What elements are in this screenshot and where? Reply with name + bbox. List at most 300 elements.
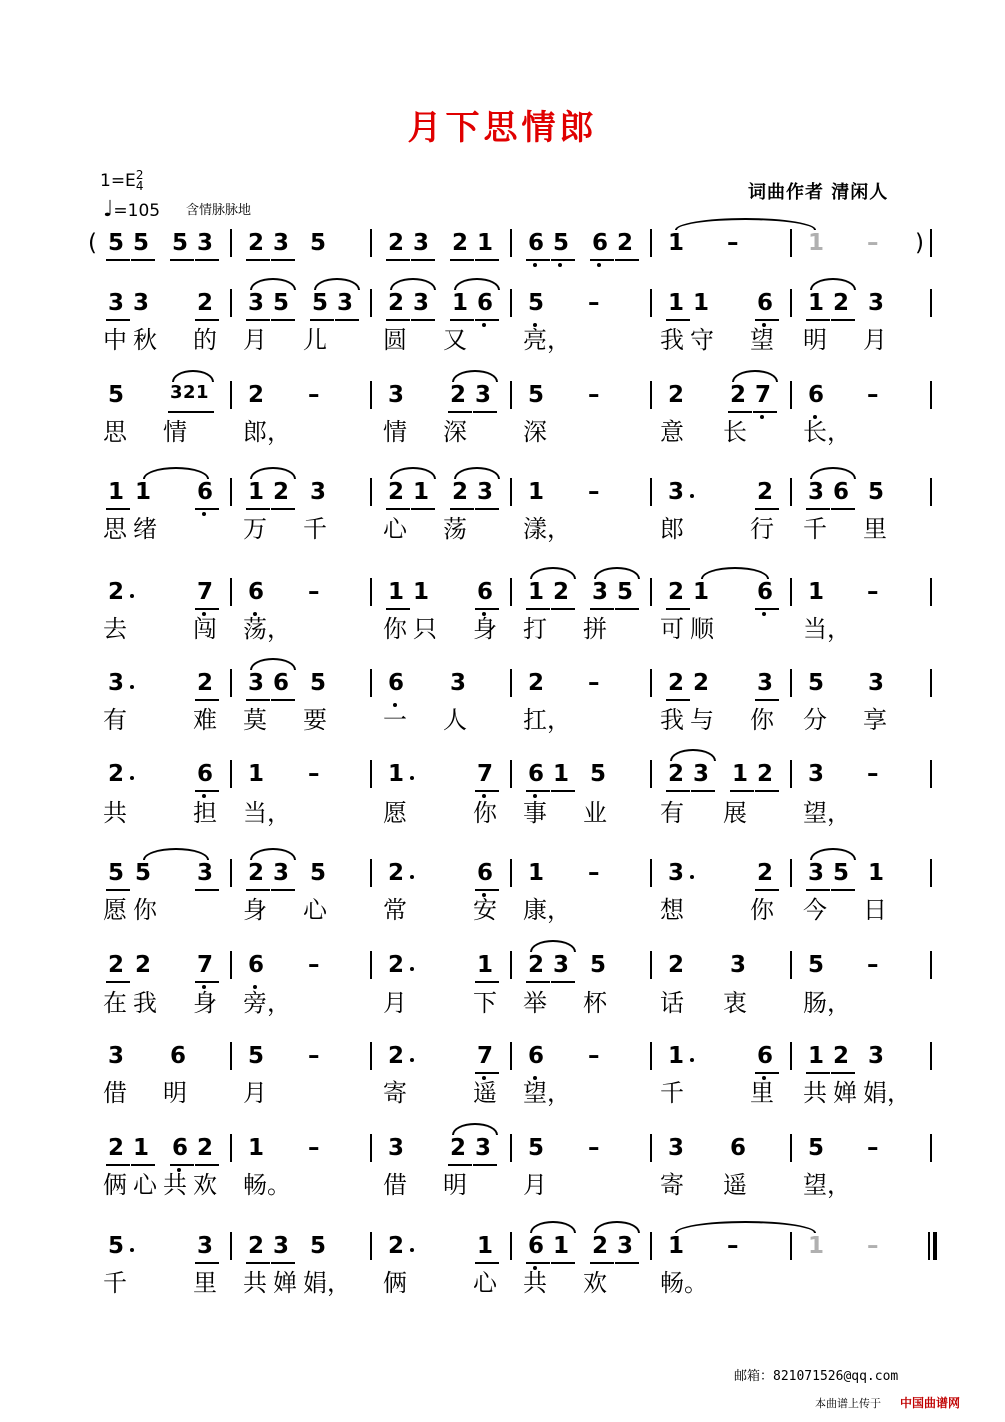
note: 6 <box>248 579 265 605</box>
note: 3 <box>868 290 885 316</box>
tempo-value: =105 <box>113 201 161 221</box>
note: 3 <box>248 670 265 696</box>
note: 7 <box>477 761 494 787</box>
lyric-char: 我 <box>660 706 684 734</box>
underline-beam <box>615 608 639 610</box>
underline-beam <box>246 259 270 261</box>
augmentation-dot <box>410 776 414 780</box>
lyric-char: 话 <box>660 989 684 1017</box>
note: 1 <box>248 479 265 505</box>
tie-arc <box>732 370 778 382</box>
underline-beam <box>831 508 855 510</box>
bar-line <box>790 1042 792 1070</box>
bar-line <box>790 951 792 979</box>
lyric-char: 一 <box>383 706 407 734</box>
note: 2 <box>388 290 405 316</box>
bar-line <box>790 760 792 788</box>
lyric-char: 婵 <box>833 1079 857 1107</box>
note: 5 <box>172 230 189 256</box>
lyric-char: 遥 <box>723 1171 747 1199</box>
note: 3 <box>197 860 214 886</box>
lyric-char: 望 <box>750 326 774 354</box>
underline-beam <box>755 790 779 792</box>
underline-beam <box>386 259 410 261</box>
bar-line <box>370 1134 372 1162</box>
lyric-char: 郎， <box>243 418 291 446</box>
note: 3 <box>475 382 492 408</box>
note: 3 <box>273 230 290 256</box>
note: 2 <box>528 952 545 978</box>
underline-beam <box>615 259 639 261</box>
bar-line <box>230 859 232 887</box>
lyric-char: 我 <box>133 989 157 1017</box>
lyric-char: 郎 <box>660 515 684 543</box>
note: 3 <box>477 479 494 505</box>
note: 2 <box>553 579 570 605</box>
song-title: 月下思情郎 <box>407 108 598 148</box>
bar-line <box>650 478 652 506</box>
lyric-char: 莫 <box>243 706 267 734</box>
lyric-char: 欢 <box>193 1171 217 1199</box>
augmentation-dot <box>410 1058 414 1062</box>
bar-line <box>370 951 372 979</box>
bar-line <box>790 1134 792 1162</box>
note: 5 <box>590 952 607 978</box>
note: 3 <box>868 1043 885 1069</box>
note: 2 <box>197 1135 214 1161</box>
tie-arc <box>250 278 296 290</box>
bar-line <box>510 1134 512 1162</box>
note: 1 <box>668 230 685 256</box>
note: 3 <box>808 761 825 787</box>
note: 1 <box>668 290 685 316</box>
note: 1 <box>413 479 430 505</box>
final-bar-thin <box>928 1232 930 1260</box>
bar-line <box>930 951 932 979</box>
octave-low-dot <box>762 612 766 616</box>
quarter-note-icon: ♩ <box>103 197 114 222</box>
note: 3 <box>808 860 825 886</box>
note: 3 <box>108 290 125 316</box>
lyric-char: 心 <box>133 1171 157 1199</box>
note: 3 <box>450 670 467 696</box>
note: 3 <box>668 1135 685 1161</box>
bar-line <box>370 859 372 887</box>
tie-arc <box>530 940 576 952</box>
lyric-char: 情 <box>163 418 187 446</box>
tie-arc <box>452 1123 498 1135</box>
note: 3 <box>693 761 710 787</box>
underline-beam <box>475 319 499 321</box>
dash-rest: – <box>308 952 320 978</box>
bar-line <box>510 1232 512 1260</box>
bar-line <box>230 289 232 317</box>
lyric-char: 中 <box>103 326 127 354</box>
underline-beam <box>195 790 219 792</box>
tie-arc <box>390 467 436 479</box>
lyric-char: 明 <box>443 1171 467 1199</box>
note: 5 <box>310 1233 327 1259</box>
note: 5 <box>133 230 150 256</box>
lyric-char: 当， <box>803 615 851 643</box>
note: 1 <box>868 860 885 886</box>
dash-rest: – <box>308 761 320 787</box>
bar-line <box>370 229 372 257</box>
dash-rest: – <box>588 382 600 408</box>
tempo-marking <box>103 197 160 222</box>
bar-line <box>510 229 512 257</box>
augmentation-dot <box>130 594 134 598</box>
bar-line <box>930 229 932 257</box>
octave-low-dot <box>760 415 764 419</box>
note: 2 <box>668 670 685 696</box>
note: 5 <box>617 579 634 605</box>
note: 1 <box>388 579 405 605</box>
dash-rest: – <box>588 670 600 696</box>
lyric-char: 千 <box>660 1079 684 1107</box>
note: 5 <box>590 761 607 787</box>
tie-arc <box>594 567 640 579</box>
tie-arc <box>810 467 856 479</box>
note: 6 <box>757 579 774 605</box>
tie-arc <box>594 1221 640 1233</box>
bar-line <box>930 1134 932 1162</box>
note: 5 <box>108 1233 125 1259</box>
lyric-char: 月 <box>523 1171 547 1199</box>
note: 1 <box>452 290 469 316</box>
underline-beam <box>473 411 497 413</box>
augmentation-dot <box>130 1248 134 1252</box>
note: 3 <box>248 290 265 316</box>
augmentation-dot <box>130 685 134 689</box>
note: 3 <box>592 579 609 605</box>
bar-line <box>230 578 232 606</box>
note: 6 <box>833 479 850 505</box>
lyric-char: 秋 <box>133 326 157 354</box>
bar-line <box>930 578 932 606</box>
lyric-char: 明 <box>803 326 827 354</box>
lyric-char: 守 <box>690 326 714 354</box>
bar-line <box>510 760 512 788</box>
note: 5 <box>528 382 545 408</box>
bar-line <box>230 381 232 409</box>
note: 3 <box>170 382 183 403</box>
lyric-char: 娟， <box>863 1079 911 1107</box>
note: 3 <box>388 382 405 408</box>
note: 2 <box>450 382 467 408</box>
bar-line <box>370 381 372 409</box>
bar-line <box>790 859 792 887</box>
note: 6 <box>172 1135 189 1161</box>
lyric-char: 月 <box>243 1079 267 1107</box>
dash-rest: – <box>588 860 600 886</box>
note: 1 <box>135 479 152 505</box>
tie-arc <box>143 467 209 479</box>
note: 5 <box>808 1135 825 1161</box>
note: 3 <box>337 290 354 316</box>
lyric-char: 长， <box>803 418 851 446</box>
note: 1 <box>477 1233 494 1259</box>
lyric-char: 畅。 <box>243 1171 291 1199</box>
bar-line <box>930 289 932 317</box>
note: 2 <box>450 1135 467 1161</box>
repeat-paren-open: ( <box>88 230 97 256</box>
lyric-char: 月 <box>243 326 267 354</box>
lyric-char: 万 <box>243 515 267 543</box>
note: 6 <box>730 1135 747 1161</box>
note: 3 <box>757 670 774 696</box>
lyric-char: 漾， <box>523 515 571 543</box>
underline-beam <box>271 699 295 701</box>
lyric-char: 有 <box>660 799 684 827</box>
bar-line <box>650 229 652 257</box>
lyric-char: 下 <box>473 989 497 1017</box>
note: 6 <box>528 761 545 787</box>
note: 2 <box>617 230 634 256</box>
note: 3 <box>197 230 214 256</box>
note: 5 <box>868 479 885 505</box>
lyric-char: 你 <box>750 896 774 924</box>
dash-rest: – <box>867 1135 879 1161</box>
lyric-char: 千 <box>803 515 827 543</box>
lyric-char: 康， <box>523 896 571 924</box>
tie-arc <box>810 848 856 860</box>
augmentation-dot <box>690 1058 694 1062</box>
lyric-char: 闯 <box>193 615 217 643</box>
lyric-char: 肠， <box>803 989 851 1017</box>
note: 5 <box>108 860 125 886</box>
lyric-char: 心 <box>303 896 327 924</box>
note: 6 <box>757 290 774 316</box>
note: 1 <box>553 1233 570 1259</box>
lyric-char: 寄 <box>660 1171 684 1199</box>
lyric-char: 俩 <box>103 1171 127 1199</box>
underline-beam <box>526 790 550 792</box>
note: 2 <box>388 479 405 505</box>
lyric-char: 绪 <box>133 515 157 543</box>
note: 2 <box>273 479 290 505</box>
lyric-char: 共 <box>103 799 127 827</box>
expression-marking: 含情脉脉地 <box>186 203 252 218</box>
time-denominator: 4 <box>135 178 144 193</box>
augmentation-dot <box>690 875 694 879</box>
repeat-paren-close: ) <box>915 230 924 256</box>
underline-beam <box>831 319 855 321</box>
octave-low-dot <box>533 263 537 267</box>
underline-beam <box>755 608 779 610</box>
underline-beam <box>590 259 614 261</box>
bar-line <box>650 1134 652 1162</box>
lyric-char: 荡 <box>443 515 467 543</box>
note: 3 <box>388 1135 405 1161</box>
bar-line <box>650 381 652 409</box>
note: 1 <box>668 1233 685 1259</box>
note: 2 <box>528 670 545 696</box>
lyric-char: 人 <box>443 706 467 734</box>
lyric-char: 身 <box>473 615 497 643</box>
underline-beam <box>411 508 435 510</box>
tie-arc <box>143 848 209 860</box>
note: 7 <box>197 579 214 605</box>
bar-line <box>650 859 652 887</box>
note: 2 <box>452 230 469 256</box>
note: 5 <box>833 860 850 886</box>
note: 1 <box>477 230 494 256</box>
bar-line <box>510 1042 512 1070</box>
note: 6 <box>477 579 494 605</box>
lyric-char: 千 <box>103 1269 127 1297</box>
lyric-char: 共 <box>243 1269 267 1297</box>
lyric-char: 可 <box>660 615 684 643</box>
lyric-char: 去 <box>103 615 127 643</box>
note: 1 <box>808 290 825 316</box>
note: 6 <box>528 1233 545 1259</box>
bar-line <box>930 760 932 788</box>
dash-rest: – <box>588 1135 600 1161</box>
note: 3 <box>475 1135 492 1161</box>
underline-beam <box>271 508 295 510</box>
note: 3 <box>273 860 290 886</box>
lyric-char: 你 <box>383 615 407 643</box>
dash-rest: – <box>588 1043 600 1069</box>
underline-beam <box>691 790 715 792</box>
note: 5 <box>312 290 329 316</box>
lyric-char: 日 <box>863 896 887 924</box>
note: 2 <box>183 382 196 403</box>
note: 1 <box>693 290 710 316</box>
dash-rest: – <box>588 290 600 316</box>
underline-beam <box>195 259 219 261</box>
lyric-char: 遥 <box>473 1079 497 1107</box>
bar-line <box>930 859 932 887</box>
lyric-char: 愿 <box>383 799 407 827</box>
bar-line <box>650 578 652 606</box>
time-numerator: 2 <box>135 168 144 182</box>
lyric-char: 思 <box>103 418 127 446</box>
bar-line <box>930 1042 932 1070</box>
bar-line <box>370 1232 372 1260</box>
octave-low-dot <box>482 323 486 327</box>
note: 6 <box>170 1043 187 1069</box>
underline-beam <box>335 319 359 321</box>
underline-beam <box>551 981 575 983</box>
lyric-char: 当， <box>243 799 291 827</box>
augmentation-dot <box>410 875 414 879</box>
author-credit: 词曲作者 清闲人 <box>748 182 889 203</box>
lyric-char: 我 <box>660 326 684 354</box>
note: 2 <box>248 860 265 886</box>
note: 1 <box>108 479 125 505</box>
underline-beam <box>271 889 295 891</box>
note: 2 <box>388 230 405 256</box>
lyric-char: 事 <box>523 799 547 827</box>
note: 7 <box>477 1043 494 1069</box>
underline-beam <box>730 790 754 792</box>
bar-line <box>510 951 512 979</box>
bar-line <box>370 578 372 606</box>
note: 6 <box>808 382 825 408</box>
note: 5 <box>808 952 825 978</box>
lyric-char: 明 <box>163 1079 187 1107</box>
bar-line <box>370 760 372 788</box>
lyric-char: 与 <box>690 706 714 734</box>
underline-beam <box>450 259 474 261</box>
bar-line <box>370 669 372 697</box>
lyric-char: 你 <box>750 706 774 734</box>
lyric-char: 打 <box>523 615 547 643</box>
tie-arc <box>250 848 296 860</box>
bar-line <box>650 1042 652 1070</box>
lyric-char: 有 <box>103 706 127 734</box>
lyric-char: 情 <box>383 418 407 446</box>
lyric-char: 你 <box>133 896 157 924</box>
bar-line <box>790 478 792 506</box>
note: 1 <box>133 1135 150 1161</box>
lyric-char: 里 <box>750 1079 774 1107</box>
bar-line <box>510 381 512 409</box>
lyric-char: 心 <box>383 515 407 543</box>
augmentation-dot <box>130 776 134 780</box>
lyric-char: 望， <box>523 1079 571 1107</box>
bar-line <box>930 381 932 409</box>
lyric-char: 儿 <box>303 326 327 354</box>
note: 2 <box>833 1043 850 1069</box>
underline-beam <box>831 889 855 891</box>
note: 3 <box>868 670 885 696</box>
underline-beam <box>551 259 575 261</box>
note: 1 <box>248 1135 265 1161</box>
underline-beam <box>753 411 777 413</box>
lyric-char: 心 <box>473 1269 497 1297</box>
underline-beam <box>106 259 130 261</box>
note: 1 <box>388 761 405 787</box>
tie-arc <box>454 278 500 290</box>
tie-arc <box>810 278 856 290</box>
bar-line <box>230 669 232 697</box>
underline-beam <box>475 259 499 261</box>
note: 1 <box>553 761 570 787</box>
bar-line <box>230 1232 232 1260</box>
time-signature <box>136 170 144 192</box>
bar-line <box>930 669 932 697</box>
bar-line <box>790 229 792 257</box>
bar-line <box>230 760 232 788</box>
lyric-char: 圆 <box>383 326 407 354</box>
note: 5 <box>135 860 152 886</box>
lyric-char: 望， <box>803 799 851 827</box>
tie-arc <box>250 467 296 479</box>
note: 6 <box>197 761 214 787</box>
lyric-char: 身 <box>243 896 267 924</box>
note: 2 <box>108 952 125 978</box>
note: 3 <box>730 952 747 978</box>
octave-low-dot <box>202 512 206 516</box>
lyric-char: 展 <box>723 799 747 827</box>
note: 6 <box>477 290 494 316</box>
underline-beam <box>194 411 214 413</box>
note: 1 <box>528 579 545 605</box>
lyric-char: 寄 <box>383 1079 407 1107</box>
lyric-char: 业 <box>583 799 607 827</box>
note: 2 <box>452 479 469 505</box>
lyric-char: 月 <box>863 326 887 354</box>
note: 1 <box>808 1043 825 1069</box>
key-label: 1=E <box>100 170 136 191</box>
bar-line <box>370 289 372 317</box>
note: 6 <box>757 1043 774 1069</box>
bar-line <box>230 1042 232 1070</box>
dash-rest: – <box>588 479 600 505</box>
